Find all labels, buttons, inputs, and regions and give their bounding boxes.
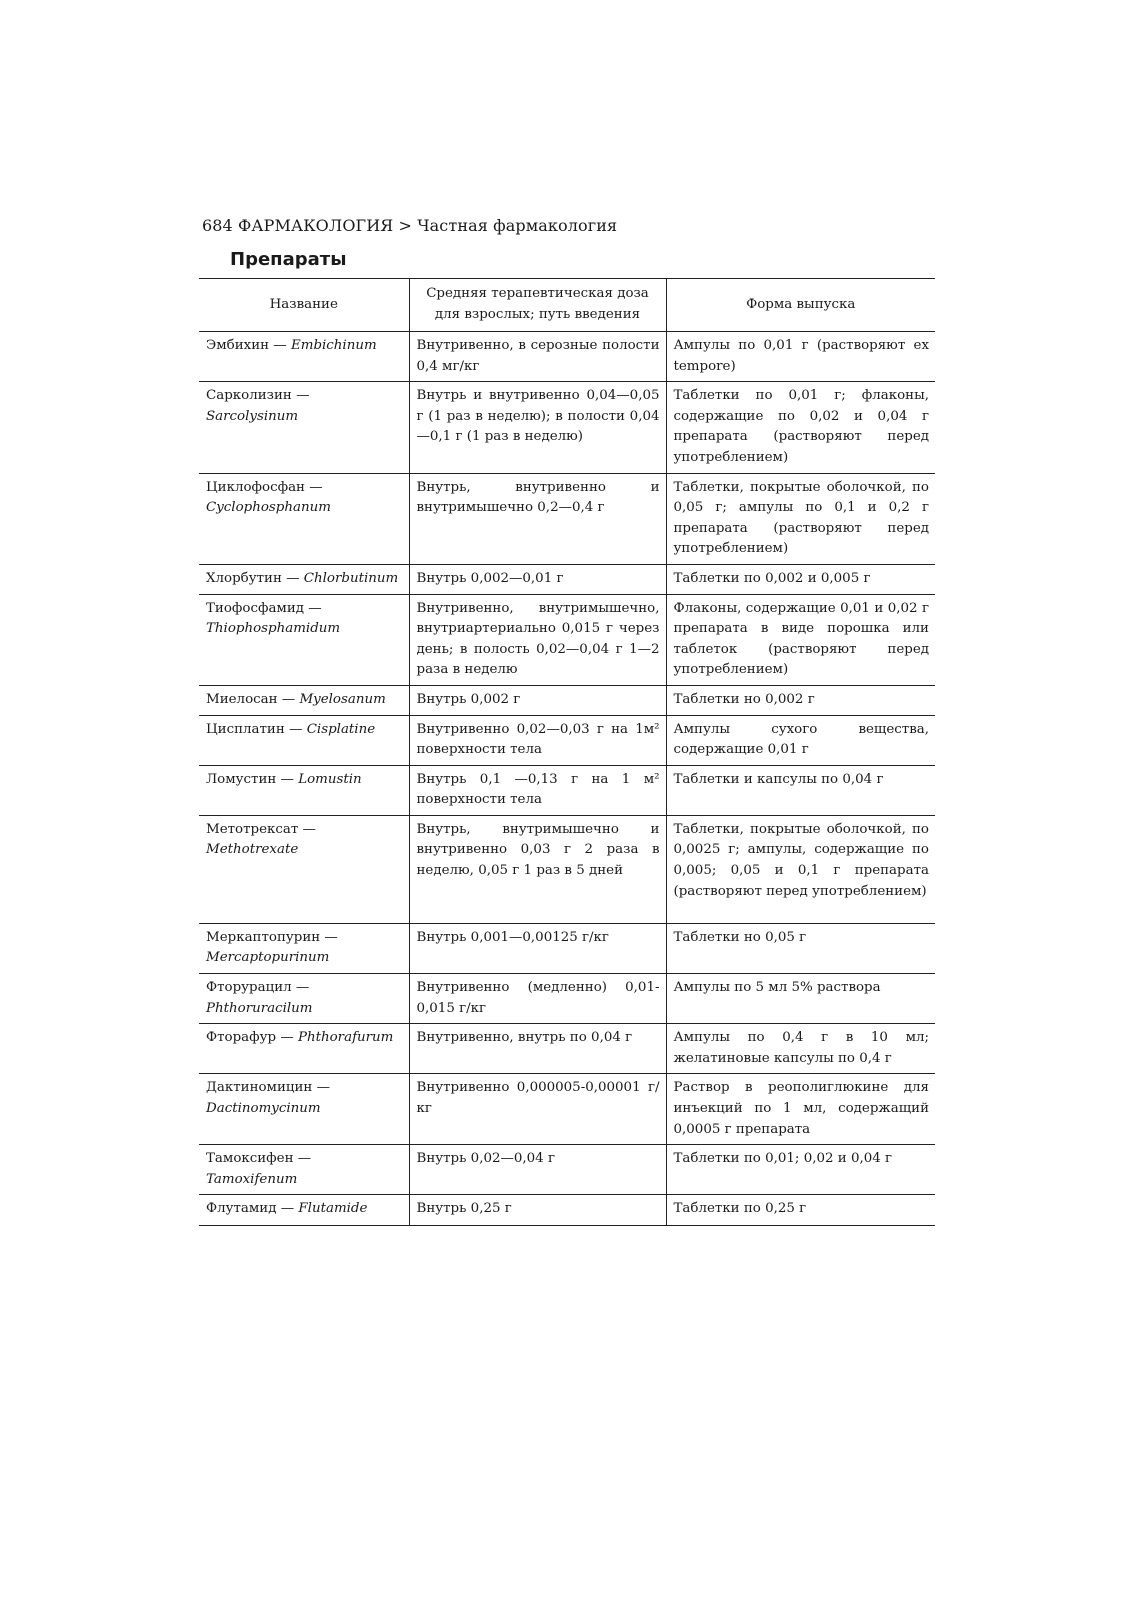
drug-name-cell <box>199 382 409 473</box>
drug-name-cell <box>199 473 409 564</box>
drug-name-cell <box>199 685 409 715</box>
drug-name-russian: Фторафур — <box>206 1030 298 1046</box>
column-header-name: Название <box>199 279 409 332</box>
table-row <box>199 765 935 815</box>
drug-name-cell <box>199 815 409 923</box>
drug-name-russian: Тамоксифен — <box>206 1151 312 1167</box>
drug-name-cell <box>199 332 409 382</box>
table-row <box>199 685 935 715</box>
table-row <box>199 1145 935 1195</box>
dose-cell: Внутрь 0,001—0,00125 г/кг <box>409 923 666 973</box>
drug-name-cell <box>199 1074 409 1145</box>
drugs-table <box>199 278 935 1226</box>
table-body <box>199 332 935 1226</box>
dose-cell: Внутрь 0,02—0,04 г <box>409 1145 666 1195</box>
release-form-cell: Ампулы по 5 мл 5% раствора <box>666 974 935 1024</box>
table-row <box>199 564 935 594</box>
drug-name-latin: Phthoruracilum <box>206 1000 313 1016</box>
drug-name-russian: Хлорбутин — <box>206 570 304 586</box>
release-form-cell: Таблетки и капсулы по 0,04 г <box>666 765 935 815</box>
drug-name-russian: Эмбихин — <box>206 338 291 353</box>
release-form-cell: Таблетки но 0,002 г <box>666 685 935 715</box>
drug-name-cell <box>199 1024 409 1074</box>
dose-cell: Внутривенно 0,02—0,03 г на 1м² поверхности тела <box>409 715 666 765</box>
drug-name-cell <box>199 765 409 815</box>
drug-name-cell <box>199 1145 409 1195</box>
drug-name-latin: Methotrexate <box>206 842 299 858</box>
drug-name-russian: Миелосан — <box>206 691 300 707</box>
drug-name-russian: Фторурацил — <box>206 980 310 996</box>
drug-name-cell <box>199 594 409 685</box>
dose-cell: Внутрь 0,1 —0,13 г на 1 м² поверхности тела <box>409 765 666 815</box>
table-row <box>199 594 935 685</box>
dose-cell: Внутрь 0,002 г <box>409 685 666 715</box>
table-row <box>199 1024 935 1074</box>
drug-name-latin: Thiophosphamidum <box>206 621 341 637</box>
release-form-cell: Таблетки по 0,01 г; флаконы, содержащие по 0,02 и 0,04 г препарата (растворяют перед употреблением) <box>666 382 935 473</box>
dose-cell: Внутрь, внутривенно и внутримышечно 0,2—0,4 г <box>409 473 666 564</box>
drug-name-latin: Cyclophosphanum <box>206 500 331 516</box>
drug-name-latin: Flutamide <box>298 1201 368 1217</box>
drug-name-latin: Sarcolysinum <box>206 408 299 424</box>
drug-name-cell <box>199 974 409 1024</box>
release-form-cell: Ампулы сухого вещества, содержащие 0,01 г <box>666 715 935 765</box>
dose-cell: Внутрь 0,002—0,01 г <box>409 564 666 594</box>
dose-cell: Внутривенно, внутрь по 0,04 г <box>409 1024 666 1074</box>
drug-name-latin: Embichinum <box>290 338 377 353</box>
drug-name-russian: Ломустин — <box>206 771 299 787</box>
dose-cell: Внутривенно (медленно) 0,01-0,015 г/кг <box>409 974 666 1024</box>
dose-cell: Внутривенно, внутримышечно, внутриартериально 0,015 г через день; в полость 0,02—0,04 г 1—2 раза в неделю <box>409 594 666 685</box>
section-title: Препараты <box>230 249 347 270</box>
release-form-cell: Таблетки, покрытые оболочкой, по 0,05 г; ампулы по 0,1 и 0,2 г препарата (растворяют перед употреблением) <box>666 473 935 564</box>
drug-name-russian: Метотрексат — <box>206 821 316 837</box>
drug-name-russian: Дактиномицин — <box>206 1080 331 1096</box>
table-row <box>199 1195 935 1226</box>
table-row <box>199 815 935 923</box>
drug-name-russian: Сарколизин — <box>206 388 310 404</box>
release-form-cell: Таблетки по 0,002 и 0,005 г <box>666 564 935 594</box>
dose-cell: Внутривенно 0,000005-0,00001 г/кг <box>409 1074 666 1145</box>
drug-name-latin: Tamoxifenum <box>206 1171 298 1187</box>
drug-name-latin: Myelosanum <box>299 691 386 707</box>
column-header-dose: Средняя терапевтическая доза для взрослых; путь введения <box>409 279 666 332</box>
table-row <box>199 332 935 382</box>
dose-cell: Внутрь, внутримышечно и внутривенно 0,03 г 2 раза в неделю, 0,05 г 1 раз в 5 дней <box>409 815 666 923</box>
drug-name-cell <box>199 715 409 765</box>
table-row <box>199 923 935 973</box>
drug-name-latin: Chlorbutinum <box>303 570 399 586</box>
release-form-cell: Раствор в реополиглюкине для инъекций по 1 мл, содержащий 0,0005 г препарата <box>666 1074 935 1145</box>
release-form-cell: Ампулы по 0,4 г в 10 мл; желатиновые капсулы по 0,4 г <box>666 1024 935 1074</box>
dose-cell: Внутривенно, в серозные полости 0,4 мг/кг <box>409 332 666 382</box>
dose-cell: Внутрь 0,25 г <box>409 1195 666 1226</box>
drug-name-latin: Phthorafurum <box>297 1030 394 1046</box>
dose-cell: Внутрь и внутривенно 0,04—0,05 г (1 раз в неделю); в полости 0,04—0,1 г (1 раз в неделю) <box>409 382 666 473</box>
table-row <box>199 382 935 473</box>
drug-name-cell <box>199 1195 409 1226</box>
drug-name-latin: Lomustin <box>298 771 362 787</box>
release-form-cell: Ампулы по 0,01 г (растворяют ex tempore) <box>666 332 935 382</box>
release-form-cell: Таблетки, покрытые оболочкой, по 0,0025 г; ампулы, содержащие по 0,005; 0,05 и 0,1 г препарата (растворяют перед употреблением) <box>666 815 935 923</box>
drug-name-latin: Mercaptopurinum <box>206 950 330 966</box>
drug-name-russian: Флутамид — <box>206 1201 299 1217</box>
drug-name-russian: Циклофосфан — <box>206 479 323 495</box>
column-header-form: Форма выпуска <box>666 279 935 332</box>
release-form-cell: Флаконы, содержащие 0,01 и 0,02 г препарата в виде порошка или таблеток (растворяют перед употреблением) <box>666 594 935 685</box>
drug-name-latin: Dactinomycinum <box>206 1101 321 1117</box>
table-row <box>199 715 935 765</box>
table-row <box>199 1074 935 1145</box>
release-form-cell: Таблетки по 0,25 г <box>666 1195 935 1226</box>
drug-name-russian: Цисплатин — <box>206 721 307 737</box>
table-row <box>199 974 935 1024</box>
table-header-row <box>199 279 935 332</box>
table-row <box>199 473 935 564</box>
release-form-cell: Таблетки по 0,01; 0,02 и 0,04 г <box>666 1145 935 1195</box>
drug-name-cell <box>199 564 409 594</box>
drug-name-cell <box>199 923 409 973</box>
release-form-cell: Таблетки но 0,05 г <box>666 923 935 973</box>
drug-name-latin: Cisplatine <box>306 721 376 737</box>
drug-name-russian: Меркаптопурин — <box>206 929 338 945</box>
page-header: 684 ФАРМАКОЛОГИЯ > Частная фармакология <box>202 216 618 235</box>
drug-name-russian: Тиофосфамид — <box>206 600 322 616</box>
